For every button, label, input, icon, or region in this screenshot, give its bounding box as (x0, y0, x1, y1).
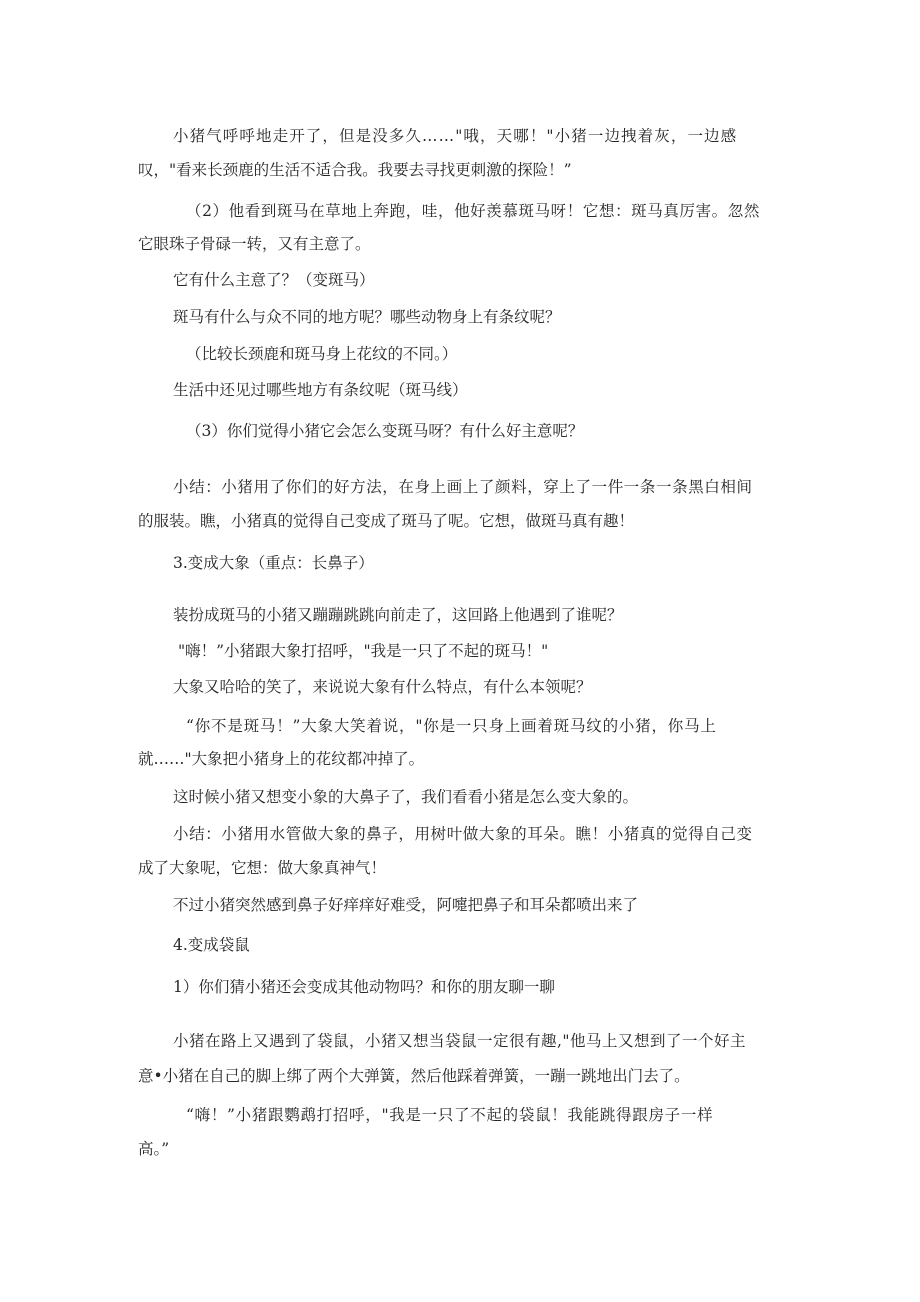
section-heading: 3.变成大象（重点：长鼻子） (173, 554, 374, 572)
text-line: 它眼珠子骨碌一转，又有主意了。 (138, 235, 371, 253)
text-line: （2）他看到斑马在草地上奔跑，哇，他好羡慕斑马呀！它想：斑马真厉害。忽然 (186, 202, 760, 220)
text-line: 这时候小猪又想变小象的大鼻子了，我们看看小猪是怎么变大象的。 (173, 788, 639, 806)
text-line: 就……"大象把小猪身上的花纹都冲掉了。 (138, 750, 425, 768)
text-line: 小猪在路上又遇到了袋鼠，小猪又想当袋鼠一定很有趣,"他马上又想到了一个好主 (173, 1032, 747, 1050)
text-line: 大象又哈哈的笑了，来说说大象有什么特点，有什么本领呢？ (173, 678, 592, 696)
text-line: 不过小猪突然感到鼻子好痒痒好难受，阿嚏把鼻子和耳朵都喷出来了 (173, 896, 639, 914)
text-line: 斑马有什么与众不同的地方呢？哪些动物身上有条纹呢？ (173, 308, 561, 326)
text-line: （3）你们觉得小猪它会怎么变斑马呀？有什么好主意呢？ (186, 422, 584, 440)
text-line: "嗨！”小猪跟大象打招呼，"我是一只了不起的斑马！" (178, 642, 549, 660)
text-line: 小结：小猪用水管做大象的鼻子，用树叶做大象的耳朵。瞧！小猪真的觉得自己变 (173, 825, 753, 843)
text-line: 小结：小猪用了你们的好方法，在身上画上了颜料，穿上了一件一条一条黑白相间 (173, 478, 753, 496)
text-line: 意•小猪在自己的脚上绑了两个大弹簧，然后他踩着弹簧，一蹦一跳地出门去了。 (138, 1067, 690, 1085)
text-line: 它有什么主意了？（变斑马） (173, 271, 375, 289)
text-line: 装扮成斑马的小猪又蹦蹦跳跳向前走了，这回路上他遇到了谁呢？ (173, 606, 623, 624)
text-line: 的服装。瞧，小猪真的觉得自己变成了斑马了呢。它想，做斑马真有趣！ (138, 512, 635, 530)
text-line: 高。” (138, 1140, 170, 1158)
section-heading: 4.变成袋鼠 (173, 936, 250, 954)
text-line: 生活中还见过哪些地方有条纹呢（斑马线） (173, 381, 468, 399)
text-line: 1）你们猜小猪还会变成其他动物吗？和你的朋友聊一聊 (173, 978, 555, 996)
text-line: “你不是斑马！”大象大笑着说，"你是一只身上画着斑马纹的小猪，你马上 (186, 717, 717, 735)
text-line: 叹，"看来长颈鹿的生活不适合我。我要去寻找更刺激的探险！” (138, 161, 572, 179)
text-line: “嗨！”小猪跟鹦鹉打招呼，"我是一只了不起的袋鼠！我能跳得跟房子一样 (186, 1106, 714, 1124)
text-line: 小猪气呼呼地走开了，但是没多久……"哦，天哪！"小猪一边拽着灰，一边感 (173, 127, 738, 145)
text-line: 成了大象呢，它想：做大象真神气！ (138, 859, 387, 877)
text-line: （比较长颈鹿和斑马身上花纹的不同。） (186, 345, 458, 363)
